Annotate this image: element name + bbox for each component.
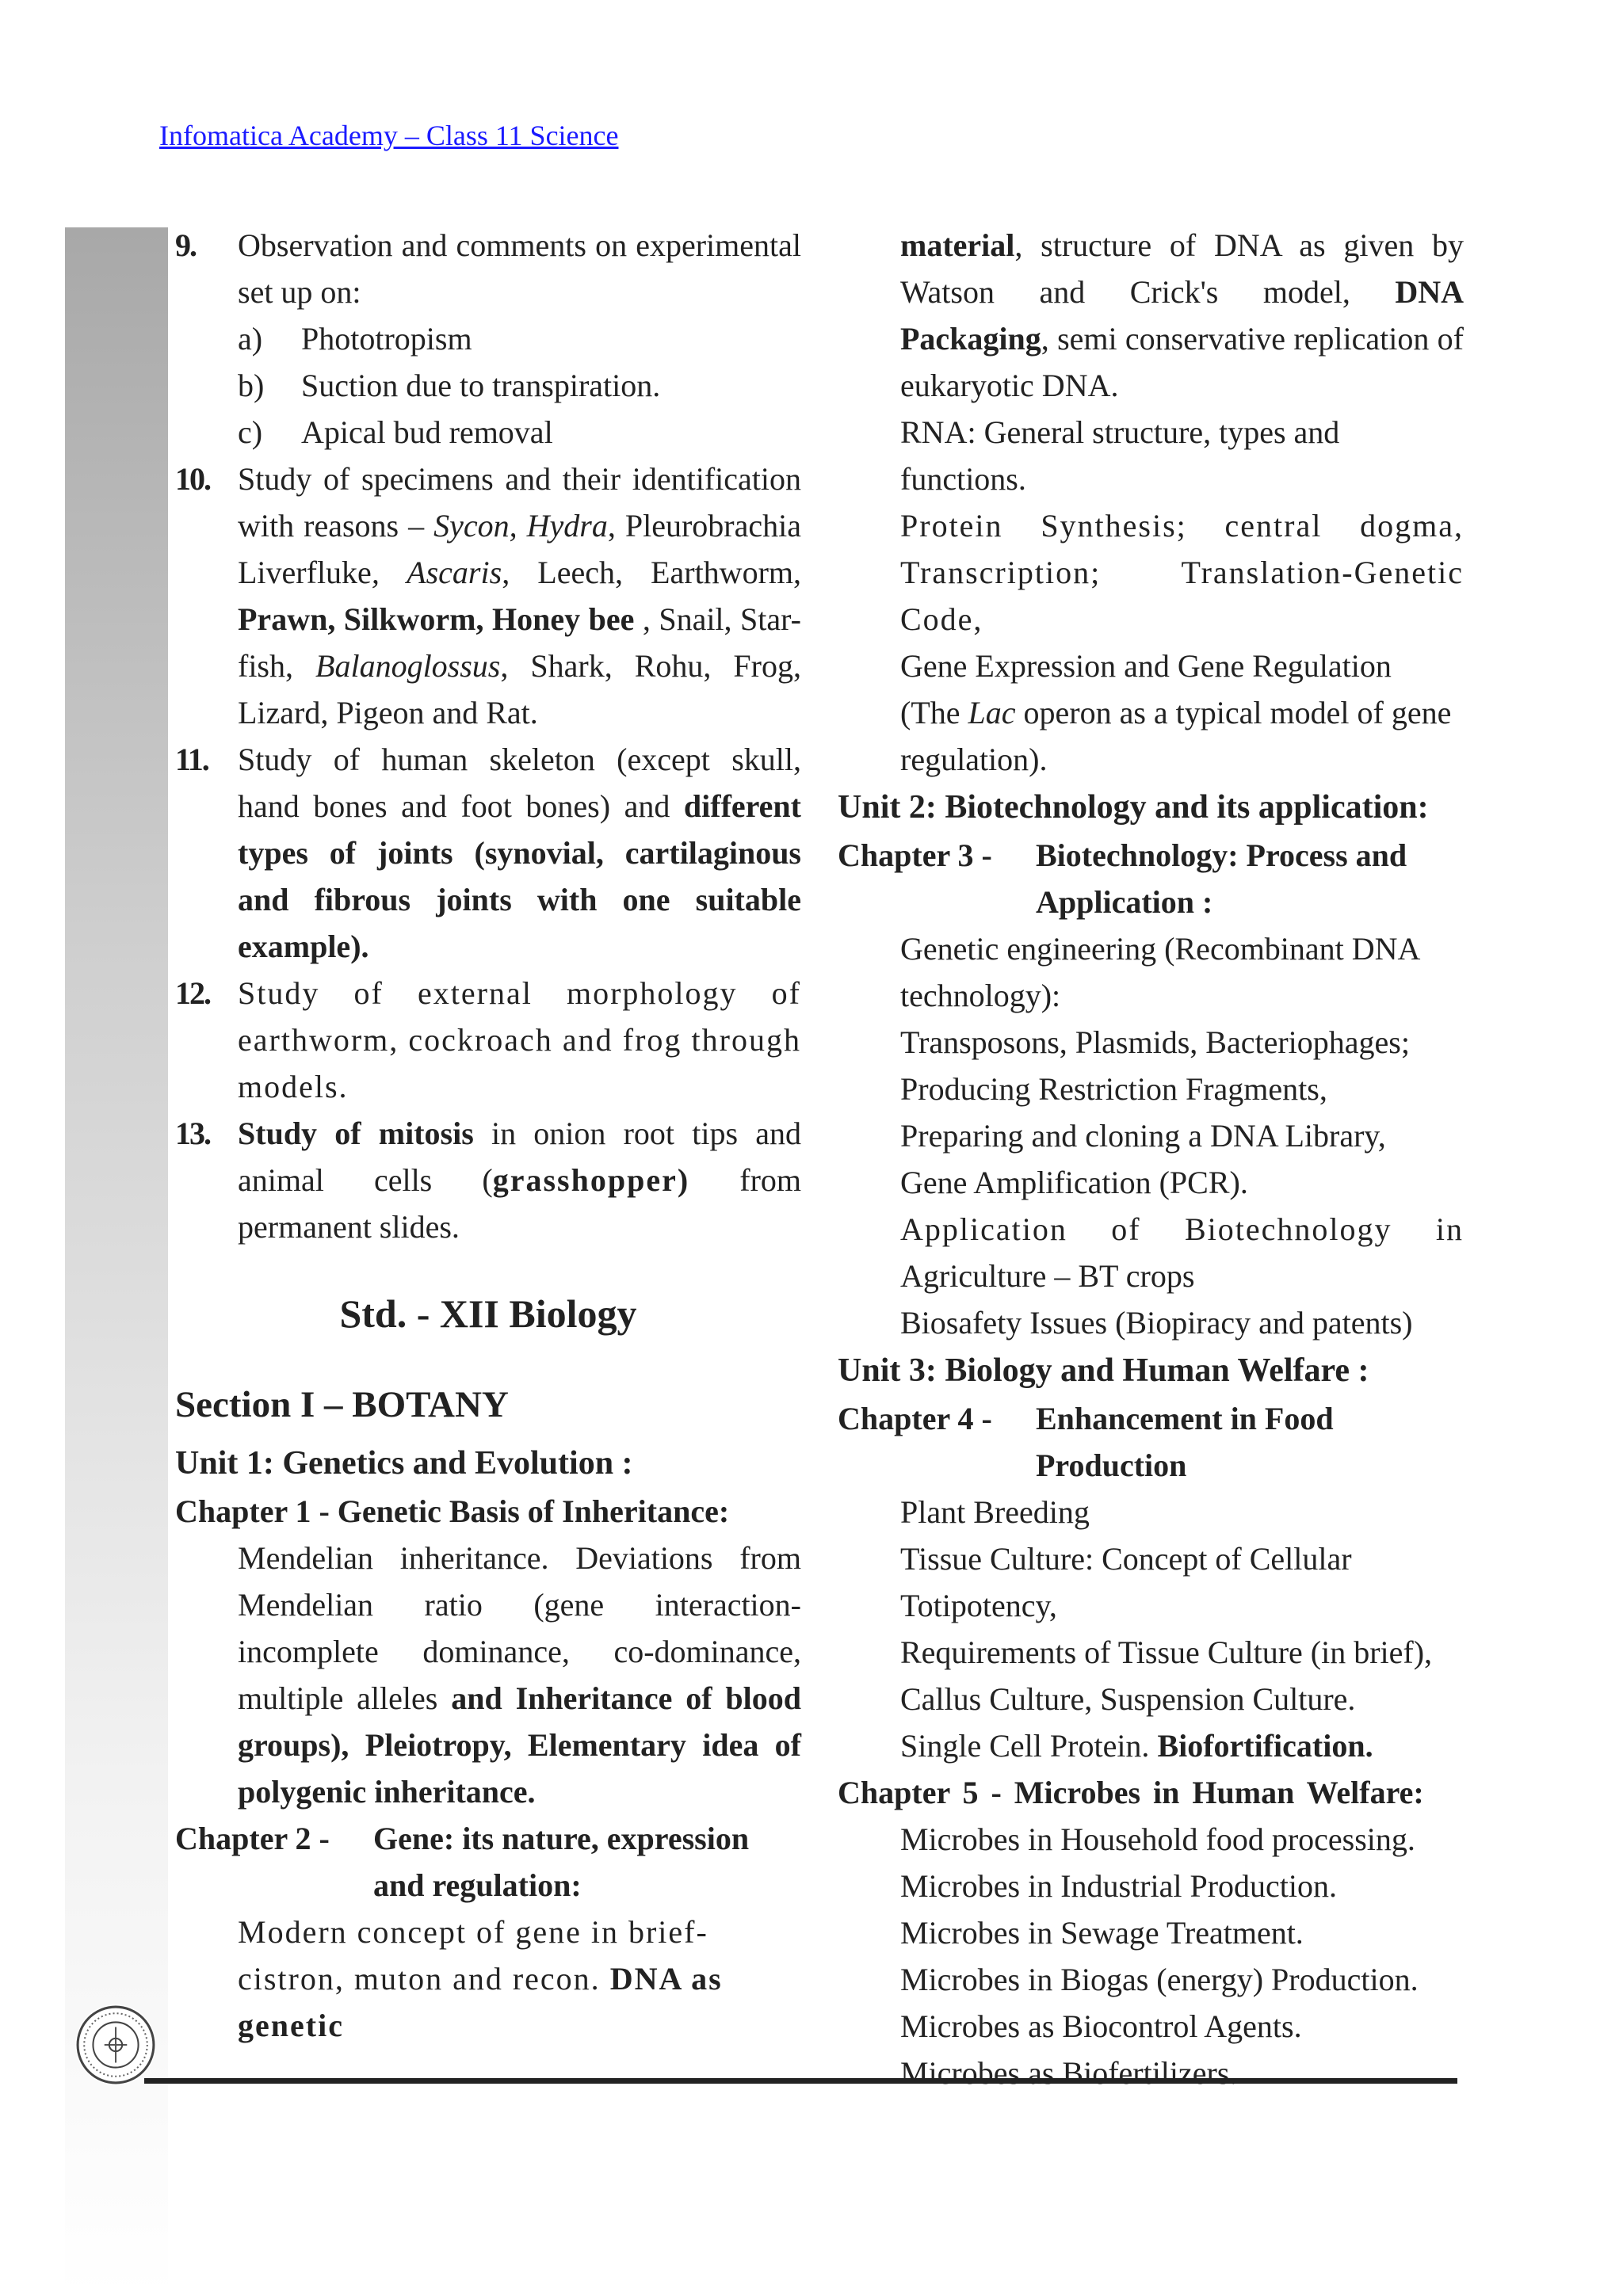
chapter-3-line: Transposons, Plasmids, Bacteriophages; xyxy=(900,1024,1410,1060)
unit-3-heading: Unit 3: Biology and Human Welfare : xyxy=(838,1352,1369,1389)
chapter-5-line: Microbes in Household food processing. xyxy=(900,1821,1415,1857)
std-title: Std. - XII Biology xyxy=(339,1291,637,1336)
gene-expression-line: Gene Expression and Gene Regulation xyxy=(900,648,1392,684)
header-link[interactable]: Infomatica Academy – Class 11 Science xyxy=(159,120,619,151)
section-heading: Section I – BOTANY xyxy=(175,1384,509,1425)
item-number: 11. xyxy=(175,742,208,777)
sub-item-a: a) Phototropism xyxy=(238,321,472,357)
item-text: Study of specimens and their identification with reasons – Sycon, Hydra, Pleurobrachia Liverfluke, Ascaris, Leech, Earthworm, Prawn, Silkworm, Honey bee , Snail, Star-fish, Balanoglossus, Shark, Rohu, Frog, Lizard, Pigeon and Rat. xyxy=(238,461,802,730)
chapter-3-line: Gene Amplification (PCR). xyxy=(900,1165,1248,1200)
practical-item-13 xyxy=(175,1110,801,1250)
practical-item-12 xyxy=(175,970,801,1110)
side-gradient-band xyxy=(65,227,168,2296)
item-text: Observation and comments on experimental set up on: xyxy=(238,227,801,310)
chapter-5-line: Microbes as Biocontrol Agents. xyxy=(900,2008,1302,2044)
chapter-3-heading: Chapter 3 - Biotechnology: Process and Application : xyxy=(838,837,1407,920)
sub-item-c: c) Apical bud removal xyxy=(238,414,553,450)
item-text: Study of human skeleton (except skull, hand bones and foot bones) and different types of joints (synovial, cartilaginous and fibrous joints with one suitable example). xyxy=(238,742,801,964)
right-column xyxy=(838,222,1464,2096)
practical-item-9 xyxy=(175,222,801,456)
chapter-5-heading: Chapter 5 - Microbes in Human Welfare: xyxy=(838,1775,1424,1810)
chapter-2-heading: Chapter 2 - Gene: its nature, expression and regulation: xyxy=(175,1821,750,1903)
sub-item-b: b) Suction due to transpiration. xyxy=(238,368,661,403)
chapter-4-line: Callus Culture, Suspension Culture. xyxy=(900,1681,1356,1717)
chapter-3-line: Preparing and cloning a DNA Library, xyxy=(900,1118,1386,1154)
chapter-3-line: Producing Restriction Fragments, xyxy=(900,1071,1327,1107)
chapter-4-line: Single Cell Protein. Biofortification. xyxy=(900,1728,1373,1764)
chapter-4-line: Plant Breeding xyxy=(900,1494,1090,1530)
chapter-3-line: Biosafety Issues (Biopiracy and patents) xyxy=(900,1305,1413,1341)
chapter-3-line: Agriculture – BT crops xyxy=(900,1258,1195,1294)
lac-operon-line: (The Lac operon as a typical model of gene regulation). xyxy=(900,695,1452,777)
chapter-5-line: Microbes in Sewage Treatment. xyxy=(900,1915,1304,1951)
item-number: 13. xyxy=(175,1116,210,1151)
chapter-4-line: Tissue Culture: Concept of Cellular Totipotency, xyxy=(900,1541,1352,1623)
chapter-4-line: Requirements of Tissue Culture (in brief), xyxy=(900,1634,1433,1670)
chapter-5-line: Microbes in Biogas (energy) Production. xyxy=(900,1962,1419,1997)
item-number: 9. xyxy=(175,227,196,263)
chapter-4-heading: Chapter 4 - Enhancement in Food Production xyxy=(838,1401,1334,1483)
chapter-1-heading: Chapter 1 - Genetic Basis of Inheritance: xyxy=(175,1493,730,1529)
practical-item-10 xyxy=(175,456,801,736)
protein-line: Protein Synthesis; central dogma, Transcription; Translation-Genetic Code, xyxy=(900,508,1464,637)
item-number: 12. xyxy=(175,975,210,1011)
left-column xyxy=(175,222,801,2049)
practical-item-11 xyxy=(175,736,801,970)
chapter-2-content: Modern concept of gene in brief-cistron, muton and recon. DNA as genetic xyxy=(238,1914,723,2043)
seal-emblem-icon xyxy=(75,2004,156,2085)
item-text: Study of mitosis in onion root tips and animal cells (grasshopper) from permanent slides. xyxy=(238,1116,801,1245)
dna-content: material, structure of DNA as given by Watson and Crick's model, DNA Packaging, semi conservative replication of eukaryotic DNA. xyxy=(900,227,1464,403)
item-number: 10. xyxy=(175,461,210,497)
chapter-5-line: Microbes in Industrial Production. xyxy=(900,1868,1338,1904)
chapter-3-line: Genetic engineering (Recombinant DNA technology): xyxy=(900,931,1419,1013)
chapter-5-line: Microbes as Biofertilizers. xyxy=(900,2055,1238,2091)
item-text: Study of external morphology of earthworm, cockroach and frog through models. xyxy=(238,975,801,1104)
unit-1-heading: Unit 1: Genetics and Evolution : xyxy=(175,1445,633,1482)
chapter-1-content: Mendelian inheritance. Deviations from Mendelian ratio (gene interaction-incomplete dominance, co-dominance, multiple alleles and Inheritance of blood groups), Pleiotropy, Elementary idea of polygenic inheritance. xyxy=(238,1540,802,1810)
unit-2-heading: Unit 2: Biotechnology and its application: xyxy=(838,789,1429,826)
chapter-3-line: Application of Biotechnology in xyxy=(900,1211,1464,1247)
rna-line: RNA: General structure, types and functions. xyxy=(900,414,1340,497)
